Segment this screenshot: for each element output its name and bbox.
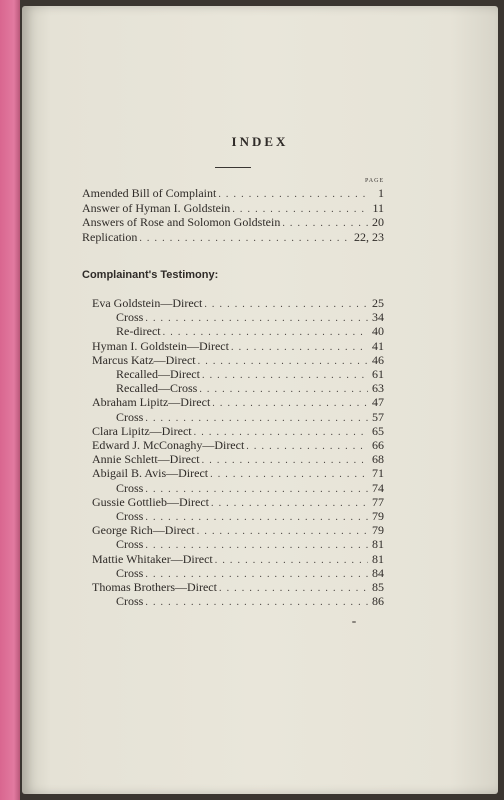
entry-page-number: 46 [372,352,384,367]
entry-page-number: 65 [372,423,384,438]
entry-label: Abigail B. Avis—Direct [92,466,209,481]
entry-page-number: 79 [372,523,384,538]
entry-page-number: 71 [372,466,384,481]
entry-label: Cross [116,310,144,325]
entry-label: Recalled—Cross [116,381,198,396]
entry-page-number: 84 [372,565,384,580]
entry-label: Abraham Lipitz—Direct [92,395,211,410]
entry-label: Thomas Brothers—Direct [92,580,217,594]
dot-leader [145,596,368,610]
entry-label: Replication [82,230,138,245]
entry-label: Recalled—Direct [116,367,200,381]
title-rule [215,167,251,168]
entry-page-number: 79 [372,509,384,523]
index-entry [82,201,384,217]
page-column-heading: PAGE [365,178,385,184]
entry-label: George Rich—Direct [92,523,195,538]
entry-label: Cross [116,594,144,609]
entry-label: Cross [116,565,144,580]
entry-page-number: 11 [372,200,384,215]
entry-label: Cross [116,480,144,495]
entry-label: Mattie Whitaker—Direct [92,551,213,566]
entry-label: Eva Goldstein—Direct [92,296,203,310]
entry-page-number: 41 [372,338,384,353]
ink-speck [352,621,356,623]
entry-page-number: 86 [372,594,384,609]
entry-page-number: 61 [372,367,384,381]
entry-label: Re-direct [116,324,161,339]
pink-page-edge [0,0,20,800]
index-title: INDEX [231,134,289,149]
entry-page-number: 25 [372,296,384,310]
entry-label: Annie Schlett—Direct [92,452,200,467]
entry-page-number: 74 [372,480,384,495]
entry-label: Gussie Gottlieb—Direct [92,494,209,509]
entry-page-number: 66 [372,438,384,452]
entry-label: Clara Lipitz—Direct [92,423,192,438]
entry-label: Answer of Hyman I. Goldstein [82,200,231,215]
entry-label: Cross [116,537,144,552]
entry-label: Amended Bill of Complaint [82,186,217,200]
entry-page-number: 81 [372,551,384,566]
entry-page-number: 57 [372,409,384,424]
entry-label: Edward J. McConaghy—Direct [92,438,245,452]
entry-label: Marcus Katz—Direct [92,352,196,367]
dot-leader [139,232,352,246]
entry-page-number: 68 [372,452,384,467]
testimony-heading: Complainant's Testimony: [82,269,219,281]
entry-page-number: 81 [372,537,384,552]
entry-page-number: 47 [372,395,384,410]
entry-label: Answers of Rose and Solomon Goldstein [82,215,281,230]
entry-page-number: 77 [372,494,384,509]
entry-label: Cross [116,409,144,424]
index-entry [82,186,384,202]
index-entry [82,230,384,246]
entry-page-number: 20 [372,215,384,230]
index-page [22,6,498,794]
index-entry [82,215,384,231]
index-entry [116,594,384,610]
entry-label: Cross [116,509,144,523]
entry-page-number: 1 [378,186,384,200]
entry-page-number: 34 [372,310,384,325]
entry-label: Hyman I. Goldstein—Direct [92,338,229,353]
entry-page-number: 22, 23 [354,230,384,245]
entry-page-number: 63 [372,381,384,396]
entry-page-number: 40 [372,324,384,339]
entry-page-number: 85 [372,580,384,594]
